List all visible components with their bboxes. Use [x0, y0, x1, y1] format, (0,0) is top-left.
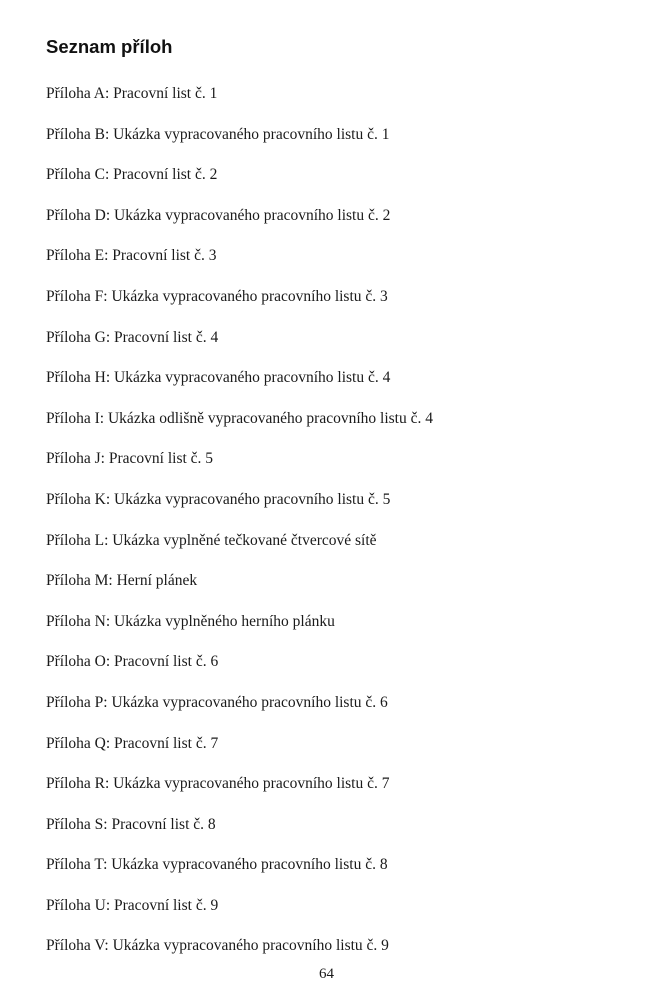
appendix-list	[46, 84, 433, 977]
appendix-item-h: Příloha H: Ukázka vypracovaného pracovního listu č. 4	[46, 369, 391, 387]
appendix-item-k: Příloha K: Ukázka vypracovaného pracovního listu č. 5	[46, 490, 391, 508]
appendix-item-i: Příloha I: Ukázka odlišně vypracovaného pracovního listu č. 4	[46, 409, 433, 427]
appendix-item-c: Příloha C: Pracovní list č. 2	[46, 166, 218, 184]
appendix-item-g: Příloha G: Pracovní list č. 4	[46, 328, 219, 346]
appendix-item-r: Příloha R: Ukázka vypracovaného pracovního listu č. 7	[46, 775, 390, 793]
appendix-item-v: Příloha V: Ukázka vypracovaného pracovního listu č. 9	[46, 937, 389, 955]
appendix-item-m: Příloha M: Herní plánek	[46, 572, 198, 590]
appendix-item-d: Příloha D: Ukázka vypracovaného pracovního listu č. 2	[46, 206, 391, 224]
appendix-item-a: Příloha A: Pracovní list č. 1	[46, 85, 218, 102]
appendix-item-o: Příloha O: Pracovní list č. 6	[46, 653, 219, 671]
appendix-item-p: Příloha P: Ukázka vypracovaného pracovního listu č. 6	[46, 693, 388, 711]
appendix-item-j: Příloha J: Pracovní list č. 5	[46, 450, 214, 468]
appendix-item-u: Příloha U: Pracovní list č. 9	[46, 896, 219, 914]
appendix-item-f: Příloha F: Ukázka vypracovaného pracovního listu č. 3	[46, 287, 388, 305]
appendix-item-b: Příloha B: Ukázka vypracovaného pracovního listu č. 1	[46, 125, 390, 143]
appendix-item-q: Příloha Q: Pracovní list č. 7	[46, 734, 219, 752]
appendix-item-n: Příloha N: Ukázka vyplněného herního plánku	[46, 612, 335, 630]
page-number: 64	[319, 966, 334, 982]
appendix-item-l: Příloha L: Ukázka vyplněné tečkované čtvercové sítě	[46, 531, 377, 549]
appendix-item-s: Příloha S: Pracovní list č. 8	[46, 815, 216, 833]
appendix-item-t: Příloha T: Ukázka vypracovaného pracovního listu č. 8	[46, 856, 388, 874]
page-title: Seznam příloh	[46, 36, 173, 57]
appendix-item-e: Příloha E: Pracovní list č. 3	[46, 247, 217, 265]
